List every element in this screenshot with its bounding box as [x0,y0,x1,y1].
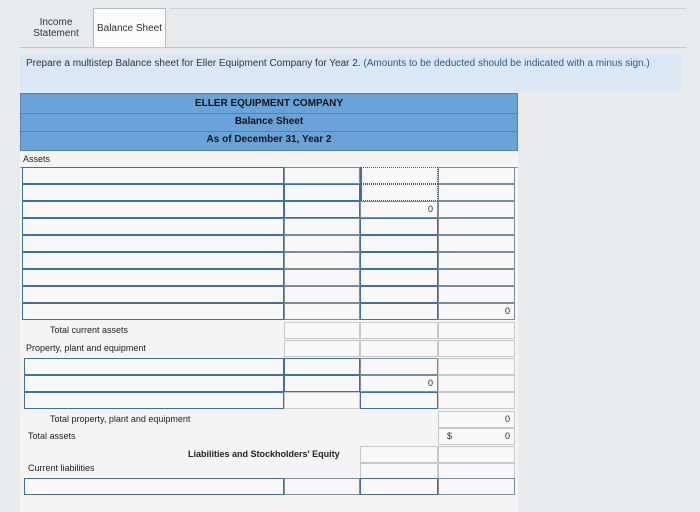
current-asset-row [20,201,518,218]
amount-cell [360,340,438,357]
amount-input[interactable] [360,167,438,184]
amount-cell [438,184,515,201]
total-ppe-row [20,411,518,428]
amount-cell [438,167,515,184]
amount-input[interactable] [284,184,360,201]
account-name-input[interactable] [24,358,284,375]
current-asset-row [20,167,518,184]
amount-cell [284,478,360,495]
amount-cell [438,235,515,252]
dollar-sign: $ [447,431,453,441]
amount-cell [438,358,515,375]
balance-sheet-form [20,93,518,512]
tab-income-statement[interactable] [20,8,92,47]
current-asset-row [20,286,518,303]
amount-input[interactable] [360,269,438,286]
current-asset-row [20,252,518,269]
ppe-row [20,375,518,392]
amount-input[interactable] [284,167,360,184]
account-name-input[interactable] [22,286,284,303]
total-assets-row [20,428,518,445]
amount-input[interactable] [284,375,360,392]
amount-input[interactable] [360,392,438,409]
subtotal-cell [360,375,438,392]
balance-sheet-header [20,93,518,151]
instructions-text: Prepare a multistep Balance sheet for Eller Equipment Company for Year 2. [26,58,361,69]
amount-cell [284,269,360,286]
header-divider [21,131,517,132]
amount-cell [284,252,360,269]
total-ppe-label: Total property, plant and equipment [50,414,191,424]
amount-cell [438,269,515,286]
instructions-panel [20,54,682,91]
amount-cell [284,322,360,339]
amount-cell [284,218,360,235]
amount-cell [360,322,438,339]
account-name-input[interactable] [22,252,284,269]
current-asset-row [20,269,518,286]
current-liability-input-row [20,478,518,495]
total-current-assets-label: Total current assets [50,325,129,335]
amount-cell [284,286,360,303]
amount-input[interactable] [360,286,438,303]
assets-label: Assets [23,154,51,164]
liabilities-equity-label: Liabilities and Stockholders' Equity [188,449,340,459]
amount-cell [438,478,515,495]
current-liabilities-label: Current liabilities [28,463,95,473]
amount-cell [284,303,360,320]
company-name: ELLER EQUIPMENT COMPANY [194,98,344,109]
total-assets-value: 0 [504,431,510,441]
account-name-input[interactable] [22,235,284,252]
subtotal-ppe-value: 0 [427,378,433,388]
amount-cell [438,375,515,392]
amount-cell [438,252,515,269]
total-current-assets-value: 0 [504,306,510,316]
amount-input[interactable] [284,201,360,218]
header-divider [21,113,517,114]
ppe-label: Property, plant and equipment [26,343,146,353]
subtotal-cell [360,201,438,218]
statement-date: As of December 31, Year 2 [206,134,332,145]
amount-cell [284,392,360,409]
subtotal-current-value: 0 [427,204,433,214]
amount-input[interactable] [284,358,360,375]
tab-baseline [20,47,686,48]
account-name-input[interactable] [22,167,284,184]
amount-cell [438,340,515,357]
amount-input[interactable] [360,478,438,495]
amount-cell [360,358,438,375]
tab-balance-label: Balance Sheet [96,22,163,34]
current-asset-row [20,235,518,252]
current-liabilities-row [20,460,518,477]
account-name-input[interactable] [24,478,284,495]
top-divider [170,8,686,9]
amount-cell [284,235,360,252]
account-name-input[interactable] [22,269,284,286]
instructions-note: (Amounts to be deducted should be indicated with a minus sign.) [363,58,650,69]
total-assets-label: Total assets [28,431,76,441]
account-name-input[interactable] [22,303,284,320]
account-name-input[interactable] [24,375,284,392]
amount-cell [438,218,515,235]
amount-cell [438,286,515,303]
account-name-input[interactable] [22,218,284,235]
amount-cell [438,303,515,320]
tab-income-label: Income Statement [33,16,79,39]
amount-input[interactable] [360,235,438,252]
account-name-input[interactable] [22,184,284,201]
amount-cell [438,392,515,409]
amount-input[interactable] [360,252,438,269]
amount-cell [438,201,515,218]
total-ppe-value: 0 [504,414,510,424]
current-asset-row [20,184,518,201]
statement-title: Balance Sheet [234,116,304,127]
assets-row [20,151,518,168]
amount-input[interactable] [360,303,438,320]
current-asset-row [20,218,518,235]
ppe-row [20,392,518,409]
total-current-assets-row [20,322,518,339]
account-name-input[interactable] [24,392,284,409]
amount-input[interactable] [360,218,438,235]
ppe-row [20,358,518,375]
tab-balance-sheet[interactable] [93,8,166,47]
account-name-input[interactable] [22,201,284,218]
ppe-heading-row [20,340,518,357]
amount-cell [438,428,515,445]
amount-cell [438,411,515,428]
amount-input[interactable] [360,184,438,201]
amount-cell [284,340,360,357]
amount-cell [438,322,515,339]
current-asset-row [20,303,518,320]
